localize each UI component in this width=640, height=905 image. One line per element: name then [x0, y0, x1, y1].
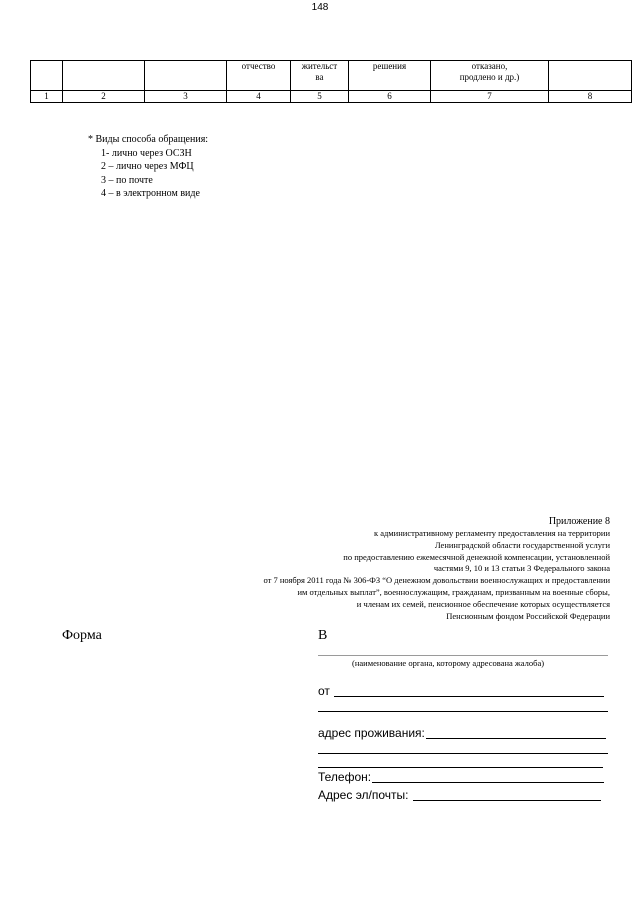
table-header-cell-patronymic: отчество [227, 61, 291, 91]
table-header-row [31, 61, 632, 91]
recipient-label: В [318, 628, 328, 643]
phone-field-line[interactable] [372, 782, 604, 783]
table-header-cell [63, 61, 145, 91]
appendix-line: Пенсионным фондом Российской Федерации [446, 610, 610, 621]
residence-line-a: жительст [301, 61, 338, 71]
note-item: 3 – по почте [101, 174, 153, 186]
appeal-methods-notes [88, 133, 208, 201]
address-field-line-3[interactable] [318, 767, 603, 768]
recipient-caption: (наименование органа, которому адресована жалоба) [352, 658, 545, 668]
appendix-line: и членам их семей, пенсионное обеспечение которых осуществляется [356, 598, 610, 609]
refused-line-a: отказано, [471, 61, 508, 71]
form-label: Форма [62, 628, 102, 643]
table-header-cell [31, 61, 63, 91]
appendix-title: Приложение 8 [548, 516, 610, 527]
note-item: 1- лично через ОСЗН [101, 147, 192, 159]
residence-line-b: ва [315, 72, 324, 82]
note-item: 2 – лично через МФЦ [101, 161, 194, 172]
appendix-line: частями 9, 10 и 13 статьи 3 Федерального закона [433, 563, 610, 574]
appendix-header [264, 515, 610, 622]
table-header-cell [145, 61, 227, 91]
table-number-cell: 6 [349, 91, 431, 103]
appendix-line: Ленинградской области государственной услуги [434, 539, 610, 550]
phone-label: Телефон: [318, 770, 372, 784]
table-header-cell-decision: решения [349, 61, 431, 91]
recipient-field-line[interactable] [318, 655, 608, 656]
from-field-line[interactable] [334, 696, 604, 697]
table-header-cell-residence [291, 61, 349, 91]
note-item: 4 – в электронном виде [101, 188, 200, 199]
table-number-row [31, 91, 632, 103]
table-header-cell-refused [431, 61, 549, 91]
table-header-cell [549, 61, 632, 91]
table-number-cell: 1 [31, 91, 63, 103]
table-number-cell: 7 [431, 91, 549, 103]
table-number-cell: 4 [227, 91, 291, 103]
refused-line-b: продлено и др.) [459, 72, 520, 82]
from-label: от [318, 684, 330, 698]
address-field-line-2[interactable] [318, 753, 608, 754]
table-number-cell: 3 [145, 91, 227, 103]
appeals-register-table [30, 60, 632, 103]
appendix-line: по предоставлению ежемесячной денежной компенсации, установленной [343, 551, 610, 562]
page-number: 148 [311, 2, 329, 13]
email-label: Адрес эл/почты: [318, 788, 409, 802]
table-number-cell: 8 [549, 91, 632, 103]
address-field-line[interactable] [426, 738, 606, 739]
table-number-cell: 5 [291, 91, 349, 103]
appendix-line: к административному регламенту предоставления на территории [373, 528, 610, 538]
table-number-cell: 2 [63, 91, 145, 103]
appendix-line: им отдельных выплат”, военнослужащим, гражданам, призванным на военные сборы, [297, 586, 610, 597]
appendix-line: от 7 ноября 2011 года № 306-ФЗ “О денежном довольствии военнослужащих и предоставлении [263, 575, 610, 586]
notes-title: * Виды способа обращения: [88, 134, 209, 145]
email-field-line[interactable] [413, 800, 601, 801]
from-field-line-2[interactable] [318, 711, 608, 712]
address-label: адрес проживания: [318, 726, 425, 740]
